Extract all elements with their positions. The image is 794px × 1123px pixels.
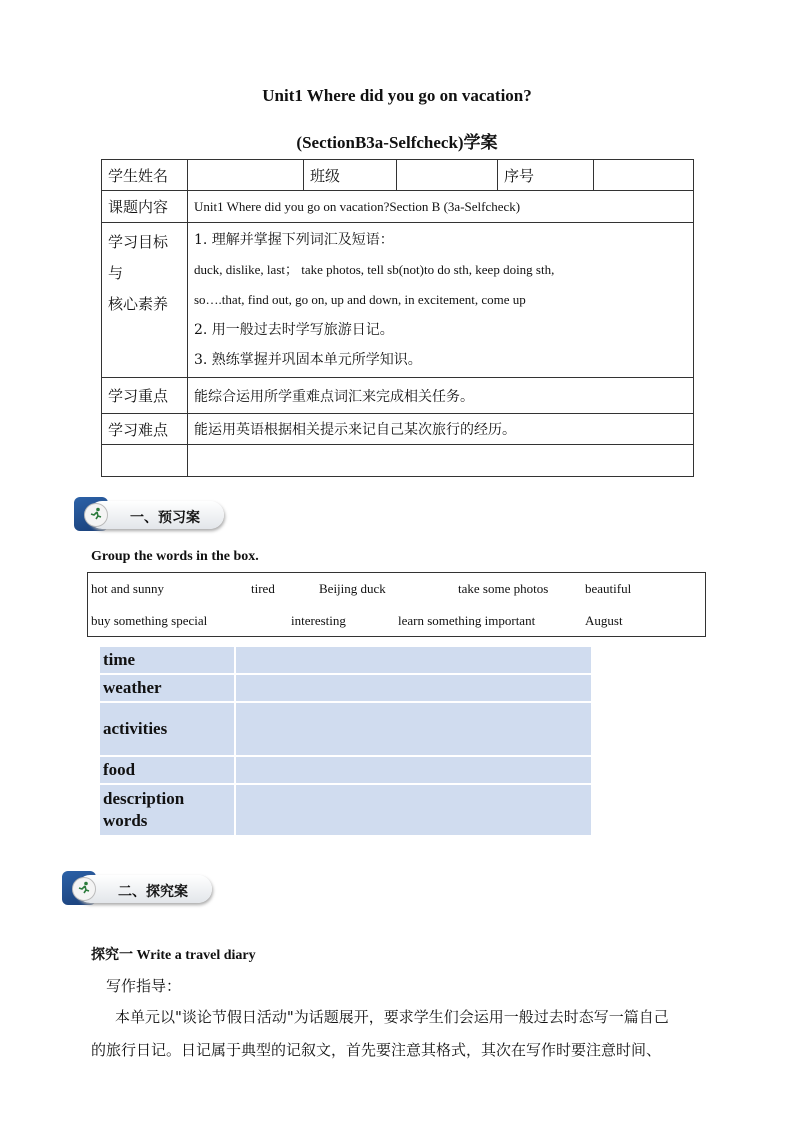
key-label: 学习重点 xyxy=(102,378,188,414)
doc-title: Unit1 Where did you go on vacation? xyxy=(262,86,532,105)
section-banner-explore xyxy=(62,871,216,905)
goal-item: 3. 熟练掌握并巩固本单元所学知识。 xyxy=(194,352,422,368)
goal-item: 2. 用一般过去时学写旅游日记。 xyxy=(194,322,394,338)
class-label: 班级 xyxy=(304,160,397,191)
doc-subtitle: (SectionB3a-Selfcheck)学案 xyxy=(296,133,498,152)
word-item: take some photos xyxy=(458,581,549,596)
difficulty-value: 能运用英语根据相关提示来记自己某次旅行的经历。 xyxy=(188,414,694,445)
student-name-label: 学生姓名 xyxy=(102,160,188,191)
goal-item: duck, dislike, last； take photos, tell sb(not)to do sth, keep doing sth, xyxy=(194,262,555,277)
number-field[interactable] xyxy=(594,160,694,191)
goal-content xyxy=(188,223,694,378)
runner-icon xyxy=(84,503,108,527)
topic-value: Unit1 Where did you go on vacation?Section B (3a-Selfcheck) xyxy=(188,191,694,223)
word-item: hot and sunny xyxy=(91,581,164,596)
section-title: 二、探究案 xyxy=(118,884,188,900)
section-title: 一、预习案 xyxy=(130,510,200,526)
category-label: description words xyxy=(100,785,234,835)
goal-item: so….that, find out, go on, up and down, in excitement, come up xyxy=(194,292,526,307)
word-box xyxy=(87,572,706,637)
info-table xyxy=(101,159,694,477)
category-label: activities xyxy=(100,703,234,755)
category-answer[interactable] xyxy=(234,757,591,783)
word-item: interesting xyxy=(291,613,346,628)
paragraph: 的旅行日记。日记属于典型的记叙文，首先要注意其格式，其次在写作时要注意时间、 xyxy=(91,1041,662,1059)
word-item: buy something special xyxy=(91,613,208,628)
difficulty-label: 学习难点 xyxy=(102,414,188,445)
empty-cell xyxy=(102,445,188,477)
topic-label: 课题内容 xyxy=(102,191,188,223)
category-label: time xyxy=(100,647,234,673)
group-instruction: Group the words in the box. xyxy=(91,549,259,564)
word-item: Beijing duck xyxy=(319,581,386,596)
number-label: 序号 xyxy=(498,160,594,191)
paragraph: 本单元以"谈论节假日活动"为话题展开，要求学生们会运用一般过去时态写一篇自己 xyxy=(115,1008,669,1026)
empty-cell xyxy=(188,445,694,477)
category-answer[interactable] xyxy=(234,675,591,701)
word-item: learn something important xyxy=(398,613,536,628)
runner-icon xyxy=(72,877,96,901)
category-label: food xyxy=(100,757,234,783)
writing-guide-label: 写作指导： xyxy=(106,977,182,995)
word-item: beautiful xyxy=(585,581,632,596)
student-name-field[interactable] xyxy=(188,160,304,191)
category-answer[interactable] xyxy=(234,785,591,835)
explore-title: 探究一 Write a travel diary xyxy=(91,948,256,963)
category-label: weather xyxy=(100,675,234,701)
class-field[interactable] xyxy=(397,160,498,191)
key-value: 能综合运用所学重难点词汇来完成相关任务。 xyxy=(188,378,694,414)
category-table xyxy=(100,645,591,837)
category-answer[interactable] xyxy=(234,647,591,673)
goal-item: 1. 理解并掌握下列词汇及短语： xyxy=(194,232,394,248)
goal-label: 学习目标 与 核心素养 xyxy=(102,223,188,378)
category-answer[interactable] xyxy=(234,703,591,755)
word-item: tired xyxy=(251,581,275,596)
word-item: August xyxy=(585,613,623,628)
section-banner-preview xyxy=(74,497,234,531)
